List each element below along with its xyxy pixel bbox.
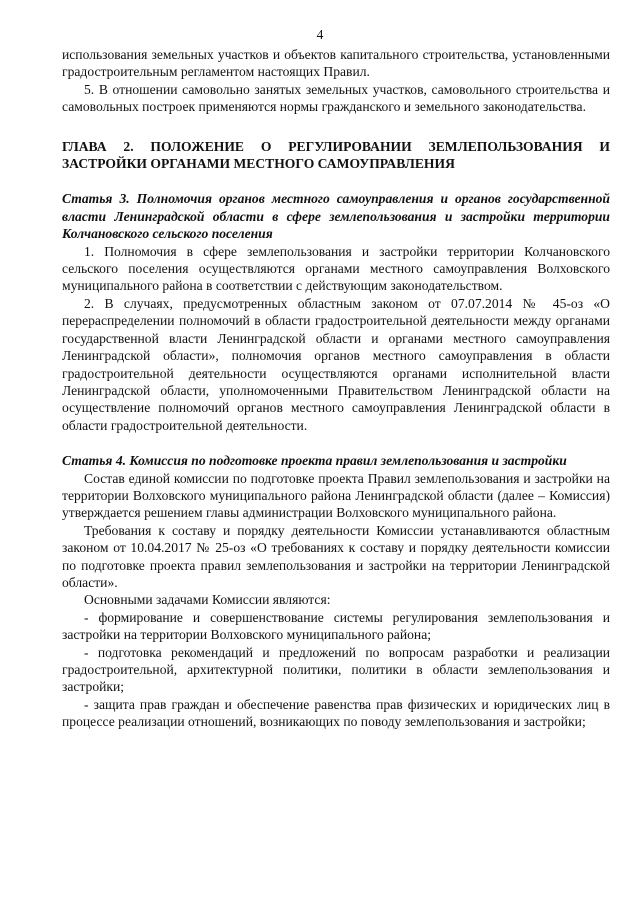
article-3-paragraph-1: 1. Полномочия в сфере землепользования и застройки территории Колчановского сельского поселения осуществляются органами местного самоуправления Волховского муниципального района в соответствии с действующим законодательством. bbox=[62, 243, 610, 294]
article-4-paragraph-3: Основными задачами Комиссии являются: bbox=[84, 592, 331, 608]
list-item: - защита прав граждан и обеспечение равенства прав физических и юридических лиц в процессе реализации отношений, возникающих по поводу землепользования и застройки; bbox=[62, 696, 610, 730]
page-number: 4 bbox=[316, 27, 324, 42]
paragraph-continuation: использования земельных участков и объектов капитального строительства, установленными градостроительным регламентом настоящих Правил. bbox=[62, 47, 610, 80]
list-item: - формирование и совершенствование системы регулирования землепользования и застройки на территории Волховского муниципального района; bbox=[62, 609, 610, 643]
article-4-paragraph-2: Требования к составу и порядку деятельности Комиссии устанавливаются областным законом от 10.04.2017 № 25-оз «О требованиях к составу и порядку деятельности комиссии по подготовке проекта правил землепользования и застройки на территории Ленинградской области». bbox=[62, 522, 610, 590]
chapter-heading: ГЛАВА 2. ПОЛОЖЕНИЕ О РЕГУЛИРОВАНИИ ЗЕМЛЕПОЛЬЗОВАНИЯ И ЗАСТРОЙКИ ОРГАНАМИ МЕСТНОГО САМОУПРАВЛЕНИЯ bbox=[62, 138, 610, 172]
paragraph-item-5: 5. В отношении самовольно занятых земельных участков, самовольного строительства и самовольных построек применяются нормы гражданского и земельного законодательства. bbox=[62, 81, 610, 115]
article-3-heading: Статья 3. Полномочия органов местного самоуправления и органов государственной власти Ленинградской области в сфере землепользования и застройки территории Колчановского сельского поселения bbox=[62, 191, 610, 242]
article-4-heading: Статья 4. Комиссия по подготовке проекта правил землепользования и застройки bbox=[62, 453, 567, 469]
article-3-paragraph-2: 2. В случаях, предусмотренных областным законом от 07.07.2014 № 45-оз «О перераспределении полномочий в области градостроительной деятельности между органами государственной власти Ленинградской области и органами местного самоуправления Ленинградской области», полномочия органов местного самоуправления в области градостроительной деятельности осуществляются органами исполнительной власти Ленинградской области, уполномоченными Правительством Ленинградской области на осуществление полномочий органов местного самоуправления Ленинградской области в области градостроительной деятельности. bbox=[62, 295, 610, 433]
document-body bbox=[62, 46, 610, 731]
list-item: - подготовка рекомендаций и предложений по вопросам разработки и реализации градостроительной, архитектурной политики, политики в области землепользования и застройки; bbox=[62, 644, 610, 695]
article-4-paragraph-1: Состав единой комиссии по подготовке проекта Правил землепользования и застройки на территории Волховского муниципального района Ленинградской области (далее – Комиссия) утверждается решением главы администрации Волховского муниципального района. bbox=[62, 470, 610, 521]
